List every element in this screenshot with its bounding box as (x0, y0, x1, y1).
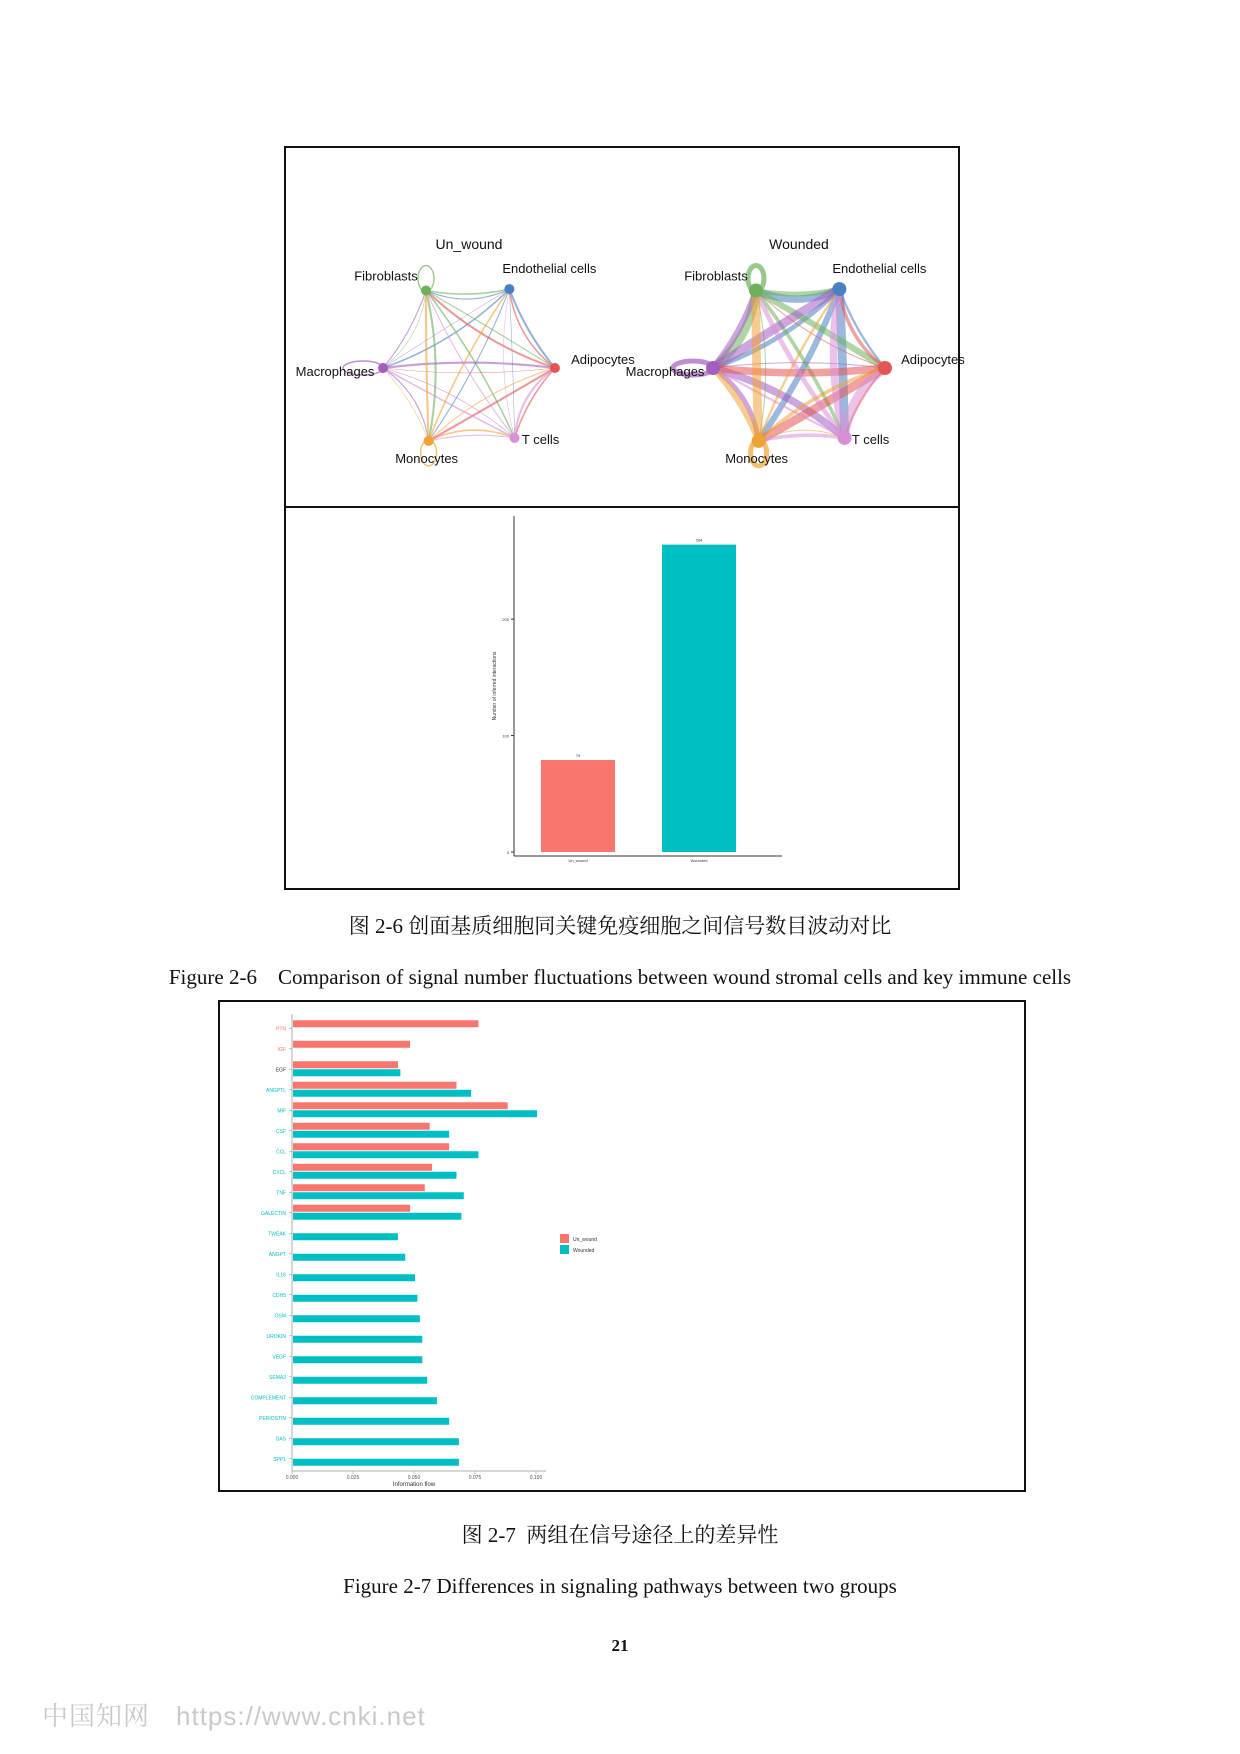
flow-bar (293, 1143, 449, 1150)
figure-2-6-frame (284, 146, 965, 890)
wounded-network-node-label: Fibroblasts (684, 268, 748, 284)
watermark-brand: 中国知网 (42, 1701, 151, 1731)
un-wound-network-edge (383, 368, 429, 441)
un-wound-network-node-label: T cells (521, 431, 560, 447)
pathway-flow-chart (220, 1002, 1024, 1490)
category-label: PTN (276, 1026, 286, 1033)
flow-bar (293, 1131, 449, 1138)
x-tick-label: 0.000 (285, 1475, 299, 1481)
category-label: CXCL (272, 1169, 286, 1176)
un-wound-network-node (550, 363, 560, 373)
wounded-network-node (752, 434, 766, 448)
flow-bar (293, 1151, 478, 1158)
x-tick-label: 0.075 (468, 1475, 482, 1481)
category-label: ANGPTL (265, 1087, 286, 1094)
flow-bar (293, 1213, 461, 1220)
flow-bar (293, 1123, 430, 1130)
un-wound-network-edge (429, 368, 555, 441)
flow-bar (293, 1041, 410, 1048)
flow-bar (293, 1205, 410, 1212)
un-wound-network-edge (426, 289, 509, 294)
category-label: SPP1 (273, 1456, 286, 1463)
wounded-network-node (749, 284, 763, 298)
category-label: EGF (275, 1067, 286, 1074)
category-label: GAS (275, 1436, 286, 1443)
un-wound-network-node (510, 433, 520, 443)
un-wound-network-edge (383, 368, 429, 441)
category-label: IL16 (276, 1272, 286, 1279)
category-label: TNF (276, 1190, 286, 1197)
flow-bar (293, 1233, 398, 1240)
wounded-network-node-label: T cells (851, 431, 890, 447)
y-axis-label: Number of inferred interactions (492, 651, 498, 721)
flow-bar (293, 1459, 459, 1466)
flow-bar (293, 1082, 456, 1089)
legend-label: Un_wound (573, 1237, 597, 1243)
category-label: UROKIN (266, 1333, 286, 1340)
legend-swatch (560, 1234, 569, 1243)
network-left (296, 236, 636, 466)
category-label: PERIOSTIN (259, 1415, 286, 1422)
un-wound-network-node (504, 284, 514, 294)
un-wound-network-edge (383, 291, 426, 368)
y-tick-label: 100 (502, 733, 509, 739)
flow-bar (293, 1061, 398, 1068)
bar-value-label: 79 (575, 753, 581, 759)
figure-2-6-caption-en: Figure 2-6 Comparison of signal number fluctuations between wound stromal cells and key immune cells (168, 965, 1072, 989)
un-wound-network-node (424, 436, 434, 446)
category-label: VEGF (272, 1354, 286, 1361)
wounded-network-node (832, 282, 846, 296)
un-wound-network-node-label: Adipocytes (571, 352, 635, 368)
flow-bar (293, 1397, 437, 1404)
flow-bar (293, 1020, 478, 1027)
y-tick-label: 200 (502, 617, 509, 623)
network-panel (286, 148, 965, 504)
bar (541, 760, 615, 852)
flow-bar (293, 1184, 425, 1191)
un-wound-network-edge (515, 368, 555, 438)
un-wound-network-edge (383, 291, 426, 368)
category-label: OSM (274, 1313, 286, 1320)
flow-bar (293, 1295, 417, 1302)
flow-bar (293, 1090, 471, 1097)
watermark-url[interactable]: https://www.cnki.net (176, 1701, 426, 1731)
category-label: TWEAK (268, 1231, 286, 1238)
network-right (626, 236, 966, 466)
flow-bar (293, 1192, 464, 1199)
un-wound-network-node (421, 286, 431, 296)
category-label: CSF (276, 1128, 286, 1135)
flow-bar (293, 1274, 415, 1281)
flow-bar (293, 1438, 459, 1445)
interaction-count-chart (286, 510, 958, 888)
un-wound-network-node (378, 363, 388, 373)
flow-bar (293, 1069, 400, 1076)
x-axis-label: Information flow (392, 1482, 436, 1488)
bar (662, 545, 736, 852)
bar-value-label: 264 (695, 537, 703, 543)
x-tick-label: Wounded (690, 858, 708, 863)
flow-bar (293, 1377, 427, 1384)
category-label: COMPLEMENT (250, 1395, 286, 1402)
un-wound-network-edge (509, 289, 555, 368)
page-number: 21 (611, 1636, 629, 1655)
category-label: CDH5 (272, 1292, 286, 1299)
wounded-network-node-label: Monocytes (725, 450, 789, 466)
un-wound-network-node-label: Endothelial cells (502, 261, 597, 277)
flow-bar (293, 1336, 422, 1343)
x-tick-label: 0.100 (529, 1475, 543, 1481)
flow-bar (293, 1164, 432, 1171)
category-label: GALECTIN (260, 1210, 286, 1217)
cnki-watermark (42, 1696, 426, 1733)
y-tick-label: 0 (506, 850, 509, 855)
x-tick-label: 0.050 (407, 1475, 421, 1481)
legend-label: Wounded (573, 1248, 595, 1254)
un-wound-network-edge (383, 363, 555, 368)
figure-2-7-caption-cn: 图 2-7 两组在信号途径上的差异性 (461, 1523, 779, 1547)
wounded-network-edge (756, 291, 759, 441)
wounded-network-node (878, 361, 892, 375)
flow-bar (293, 1102, 508, 1109)
wounded-network-node-label: Macrophages (625, 364, 705, 380)
category-label: CCL (275, 1149, 286, 1156)
legend-swatch (560, 1245, 569, 1254)
x-tick-label: Un_wound (568, 858, 588, 863)
flow-bar (293, 1254, 405, 1261)
figure-2-6-caption-cn: 图 2-6 创面基质细胞同关键免疫细胞之间信号数目波动对比 (348, 914, 892, 938)
un-wound-network-edge (426, 291, 429, 441)
figure-2-7-caption-en: Figure 2-7 Differences in signaling pathways between two groups (343, 1574, 897, 1598)
figure-2-7-frame (218, 1000, 1026, 1492)
un-wound-network-title: Un_wound (435, 236, 503, 252)
figure-2-6-divider (286, 506, 958, 508)
flow-bar (293, 1418, 449, 1425)
un-wound-network-node-label: Fibroblasts (354, 268, 418, 284)
un-wound-network-node-label: Macrophages (295, 364, 375, 380)
un-wound-network-edge (515, 368, 555, 438)
wounded-network-node-label: Adipocytes (901, 352, 965, 368)
flow-bar (293, 1315, 420, 1322)
wounded-network-node-label: Endothelial cells (832, 261, 927, 277)
category-label: IGF (277, 1046, 286, 1053)
flow-bar (293, 1110, 537, 1117)
category-label: SEMA3 (269, 1374, 286, 1381)
un-wound-network-node-label: Monocytes (395, 450, 459, 466)
category-label: MIF (277, 1108, 286, 1115)
un-wound-network-edge (509, 289, 555, 368)
wounded-network-node (838, 431, 852, 445)
x-tick-label: 0.025 (346, 1475, 360, 1481)
flow-bar (293, 1356, 422, 1363)
wounded-network-node (706, 361, 720, 375)
un-wound-network-edge (426, 291, 555, 368)
wounded-network-title: Wounded (769, 236, 829, 252)
flow-bar (293, 1172, 456, 1179)
category-label: ANGPT (268, 1251, 286, 1258)
